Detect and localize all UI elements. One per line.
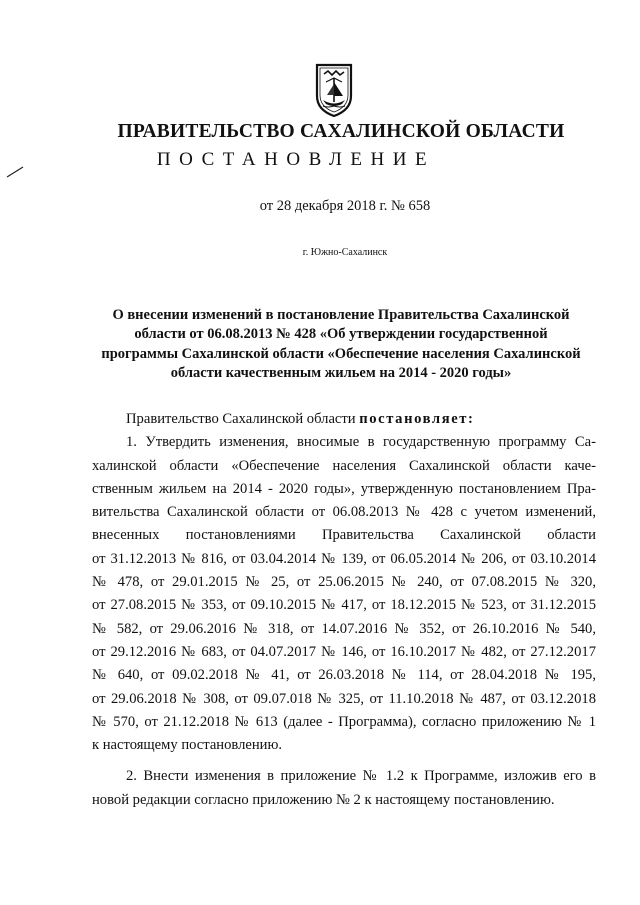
subject-line: области качественным жильем на 2014 - 2020 годы»	[170, 364, 512, 381]
para1-line: от 29.12.2016 № 683, от 04.07.2017 № 146, от 16.10.2017 № 482, от 27.12.2017	[92, 643, 596, 660]
para1-line: вительства Сахалинской области от 06.08.2013 № 428 с учетом изменений,	[92, 504, 596, 521]
document-body	[92, 408, 596, 812]
para1-line: от 31.12.2013 № 816, от 03.04.2014 № 139, от 06.05.2014 № 206, от 03.10.2014	[92, 550, 596, 567]
para1-line: к настоящему постановлению.	[92, 737, 283, 754]
preamble	[92, 408, 596, 431]
preamble-keyword: постановляет:	[359, 411, 475, 427]
para1-line: № 582, от 29.06.2016 № 318, от 14.07.2016 № 352, от 26.10.2016 № 540,	[92, 620, 596, 637]
para1-line: № 570, от 21.12.2018 № 613 (далее - Программа), согласно приложению № 1	[92, 713, 596, 730]
organization-title: ПРАВИТЕЛЬСТВО САХАЛИНСКОЙ ОБЛАСТИ	[117, 121, 565, 142]
document-city: г. Южно-Сахалинск	[302, 247, 388, 258]
para1-line: № 640, от 09.02.2018 № 41, от 26.03.2018 № 114, от 28.04.2018 № 195,	[92, 667, 596, 684]
coat-of-arms-emblem	[314, 62, 354, 118]
para1-line: внесенных постановлениями Правительства Сахалинской области	[92, 527, 596, 544]
para1-line: халинской области «Обеспечение населения Сахалинской области каче-	[92, 457, 596, 474]
para2-line: новой редакции согласно приложению № 2 к настоящему постановлению.	[92, 791, 555, 808]
para1-line: от 27.08.2015 № 353, от 09.10.2015 № 417, от 18.12.2015 № 523, от 31.12.2015	[92, 597, 596, 614]
para1-line: ственным жильем на 2014 - 2020 годы», утвержденную постановлением Пра-	[92, 480, 596, 497]
document-type: ПОСТАНОВЛЕНИЕ	[156, 149, 436, 170]
para1-line: № 478, от 29.01.2015 № 25, от 25.06.2015 № 240, от 07.08.2015 № 320,	[92, 574, 596, 591]
subject-line: программы Сахалинской области «Обеспечение населения Сахалинской	[101, 345, 581, 362]
subject-line: О внесении изменений в постановление Правительства Сахалинской	[112, 307, 570, 323]
para1-line: от 29.06.2018 № 308, от 09.07.018 № 325, от 11.10.2018 № 487, от 03.12.2018	[92, 690, 596, 707]
para2-line: 2. Внести изменения в приложение № 1.2 к Программе, изложив его в	[126, 768, 596, 785]
document-date-number: от 28 декабря 2018 г. № 658	[259, 198, 431, 214]
subject-line: области от 06.08.2013 № 428 «Об утверждении государственной	[134, 326, 548, 343]
document-subject	[95, 306, 587, 383]
preamble-text: Правительство Сахалинской области	[126, 411, 360, 427]
para1-line: 1. Утвердить изменения, вносимые в государственную программу Са-	[126, 434, 596, 451]
